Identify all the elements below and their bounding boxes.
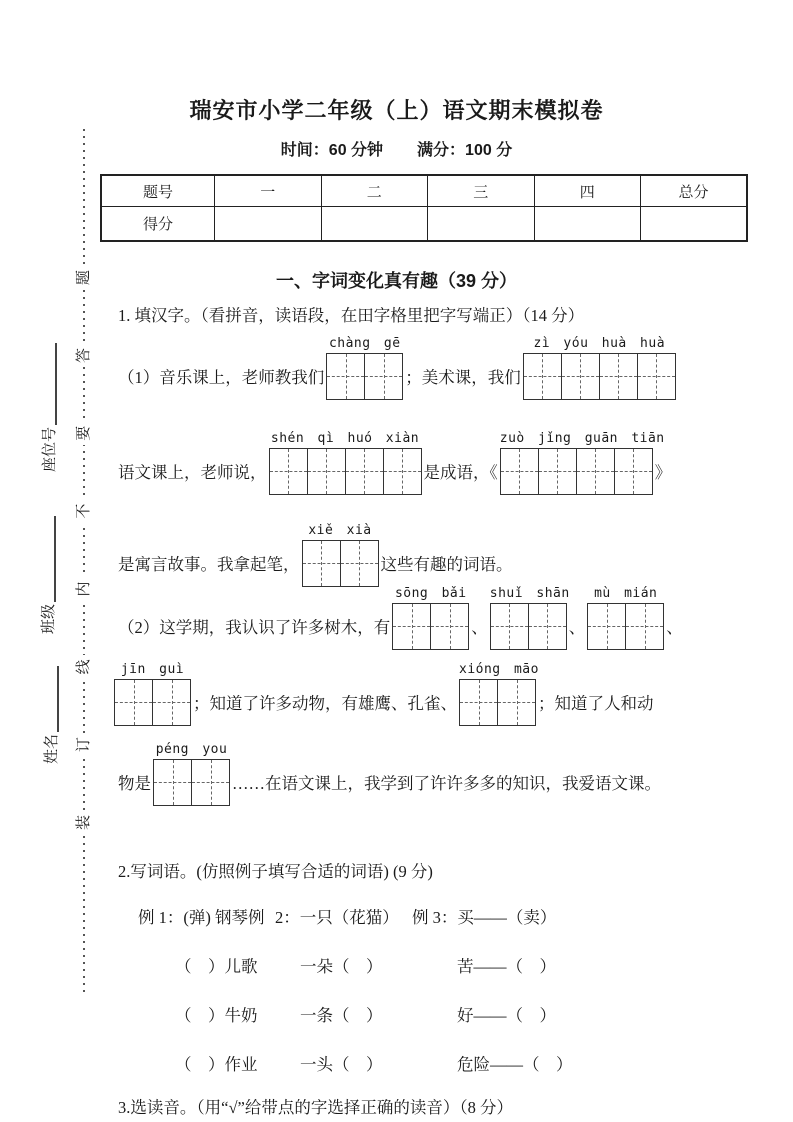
q1-line4-text: 、 xyxy=(666,618,683,637)
q1-line5-text: ；知道了许多动物，有雄鹰、孔雀、 xyxy=(193,694,457,713)
tianzige-cell[interactable] xyxy=(524,354,561,399)
q2-prompt: 2.写词语。(仿照例子填写合适的词语) (9 分) xyxy=(118,862,433,881)
pinyin-label: zuò jǐng guān tiān xyxy=(499,430,665,446)
binding-char: 要 xyxy=(74,422,94,445)
tianzige-cell[interactable] xyxy=(528,604,566,649)
tianzige-cell[interactable] xyxy=(501,449,538,494)
tianzige-cell[interactable] xyxy=(538,449,576,494)
q2-examples-row xyxy=(138,904,767,928)
seat-number-field xyxy=(36,326,60,472)
score-cell[interactable] xyxy=(215,207,322,242)
score-table-col: 二 xyxy=(321,175,428,207)
q2-blank-item[interactable]: 一条（ ） xyxy=(300,1006,383,1025)
binding-char: 不 xyxy=(74,500,94,523)
tianzige-grid-xiongmao xyxy=(459,661,539,726)
pinyin-label: shuǐ shān xyxy=(489,585,570,601)
seat-number-label: 座位号 xyxy=(41,426,58,472)
tianzige-grid-zuojingguantian xyxy=(499,430,665,495)
pinyin-label: sōng bǎi xyxy=(394,585,467,601)
tianzige-cell[interactable] xyxy=(303,541,340,586)
q2-example: 2：一只（花猫） xyxy=(275,908,399,927)
tianzige-grid-shenqihuoxian xyxy=(269,430,422,495)
score-table-col: 四 xyxy=(534,175,641,207)
section1-heading: 一、字词变化真有趣（39 分） xyxy=(275,271,518,291)
pinyin-label: zì yóu huà huà xyxy=(533,335,666,351)
q1-line6 xyxy=(118,741,767,806)
tianzige-cell[interactable] xyxy=(393,604,430,649)
tianzige-cell[interactable] xyxy=(491,604,528,649)
tianzige-cell[interactable] xyxy=(307,449,345,494)
tianzige-cell[interactable] xyxy=(599,354,637,399)
score-cell[interactable] xyxy=(641,207,748,242)
time-label: 时间：60 分钟 xyxy=(280,142,384,159)
score-cell[interactable] xyxy=(428,207,535,242)
q1-line3 xyxy=(118,522,767,587)
tianzige-grid-xiexia xyxy=(302,522,379,587)
pinyin-label: xióng māo xyxy=(459,661,539,677)
q1-line2-text: 》 xyxy=(654,463,672,482)
pinyin-label: xiě xià xyxy=(308,522,372,538)
q2-blank-item[interactable]: 苦——（ ） xyxy=(457,957,556,976)
tianzige-cell[interactable] xyxy=(152,680,190,725)
binding-char: 订 xyxy=(74,733,94,756)
class-blank[interactable] xyxy=(38,516,56,602)
q1-line6-text: ……在语文课上，我学到了许许多多的知识，我爱语文课。 xyxy=(232,774,661,793)
page-title: 瑞安市小学二年级（上）语文期末模拟卷 xyxy=(189,98,604,123)
class-field xyxy=(35,502,59,634)
tianzige-cell[interactable] xyxy=(345,449,383,494)
tianzige-grid-changge xyxy=(326,335,403,400)
score-table-col: 三 xyxy=(428,175,535,207)
score-table xyxy=(100,174,748,242)
binding-char: 题 xyxy=(74,266,94,289)
score-table-score-row xyxy=(101,207,747,242)
q2-blank-item[interactable]: 一朵（ ） xyxy=(300,957,383,976)
score-table-col: 一 xyxy=(215,175,322,207)
q1-line1-text: （1）音乐课上，老师教我们 xyxy=(118,368,325,387)
q1-line4-text: 、 xyxy=(568,618,586,637)
tianzige-cell[interactable] xyxy=(588,604,625,649)
score-table-col: 总分 xyxy=(641,175,748,207)
binding-char: 内 xyxy=(74,577,94,600)
name-field xyxy=(38,646,62,764)
q1-line4-text: （2）这学期，我认识了许多树木，有 xyxy=(118,618,391,637)
pinyin-label: mù mián xyxy=(594,585,658,601)
full-score-label: 满分：100 分 xyxy=(417,142,513,159)
q1-line1 xyxy=(118,335,767,400)
score-table-corner: 题号 xyxy=(101,175,215,207)
name-label: 姓名 xyxy=(43,733,60,764)
pinyin-label: chàng gē xyxy=(328,335,401,351)
q1-line3-text: 这些有趣的词语。 xyxy=(380,555,513,574)
q2-answer-row xyxy=(175,1051,767,1075)
tianzige-cell[interactable] xyxy=(625,604,663,649)
q3-prompt: 3.选读音。（用“√”给带点的字选择正确的读音）（8 分） xyxy=(118,1098,513,1117)
q1-prompt: 1. 填汉字。（看拼音，读语段，在田字格里把字写端正）（14 分） xyxy=(118,306,585,325)
score-table-header-row xyxy=(101,175,747,207)
tianzige-cell[interactable] xyxy=(327,354,364,399)
q2-blank-item[interactable]: （ ）作业 xyxy=(175,1055,258,1074)
class-label: 班级 xyxy=(40,603,57,634)
tianzige-cell[interactable] xyxy=(460,680,497,725)
tianzige-grid-mumian xyxy=(587,585,664,650)
pinyin-label: shén qì huó xiàn xyxy=(270,430,420,446)
q1-line5-text: ；知道了人和动 xyxy=(538,694,654,713)
tianzige-cell[interactable] xyxy=(576,449,614,494)
q2-blank-item[interactable]: （ ）儿歌 xyxy=(175,957,258,976)
tianzige-cell[interactable] xyxy=(383,449,421,494)
tianzige-cell[interactable] xyxy=(270,449,307,494)
tianzige-cell[interactable] xyxy=(430,604,468,649)
binding-char: 装 xyxy=(74,811,94,834)
q1-line5 xyxy=(118,661,767,726)
q2-blank-item[interactable]: 好——（ ） xyxy=(457,1006,556,1025)
q2-blank-item[interactable]: 危险——（ ） xyxy=(457,1055,573,1074)
tianzige-cell[interactable] xyxy=(497,680,535,725)
q2-blank-item[interactable]: 一头（ ） xyxy=(300,1055,383,1074)
tianzige-grid-songbai xyxy=(392,585,469,650)
pinyin-label: jīn guì xyxy=(120,661,185,677)
q1-line1-text: ；美术课，我们 xyxy=(405,368,521,387)
tianzige-grid-ziyouhuahua xyxy=(523,335,676,400)
tianzige-cell[interactable] xyxy=(364,354,402,399)
tianzige-cell[interactable] xyxy=(340,541,378,586)
q2-blank-item[interactable]: （ ）牛奶 xyxy=(175,1006,258,1025)
score-row-label: 得分 xyxy=(101,207,215,242)
tianzige-cell[interactable] xyxy=(637,354,675,399)
q2-answer-row xyxy=(175,1002,767,1026)
q1-line4-text: 、 xyxy=(471,618,488,637)
q1-line3-text: 是寓言故事。我拿起笔， xyxy=(118,555,300,574)
q2-answer-row xyxy=(175,953,767,977)
exam-meta xyxy=(0,137,793,160)
q2-example: 例 1：(弹) 钢琴例 xyxy=(138,908,265,927)
tianzige-cell[interactable] xyxy=(561,354,599,399)
tianzige-cell[interactable] xyxy=(191,760,229,805)
binding-line xyxy=(74,128,94,992)
score-cell[interactable] xyxy=(321,207,428,242)
q1-line2-text: 语文课上，老师说， xyxy=(118,463,267,482)
pinyin-label: péng you xyxy=(155,741,228,757)
q1-line2-text: 是成语，《 xyxy=(423,463,498,482)
q2-example: 例 3：买——（卖） xyxy=(412,908,557,927)
seat-number-blank[interactable] xyxy=(39,343,57,425)
tianzige-grid-jingui xyxy=(114,661,191,726)
tianzige-grid-shuishan xyxy=(489,585,570,650)
binding-char: 答 xyxy=(74,344,94,367)
binding-char: 线 xyxy=(74,655,94,678)
score-cell[interactable] xyxy=(534,207,641,242)
q1-line4 xyxy=(118,585,767,650)
tianzige-cell[interactable] xyxy=(115,680,152,725)
tianzige-grid-pengyou xyxy=(153,741,230,806)
tianzige-cell[interactable] xyxy=(614,449,652,494)
q1-line2 xyxy=(118,430,767,495)
tianzige-cell[interactable] xyxy=(154,760,191,805)
name-blank[interactable] xyxy=(41,666,59,732)
q1-line6-text: 物是 xyxy=(118,774,151,793)
section1-body xyxy=(0,302,793,1118)
